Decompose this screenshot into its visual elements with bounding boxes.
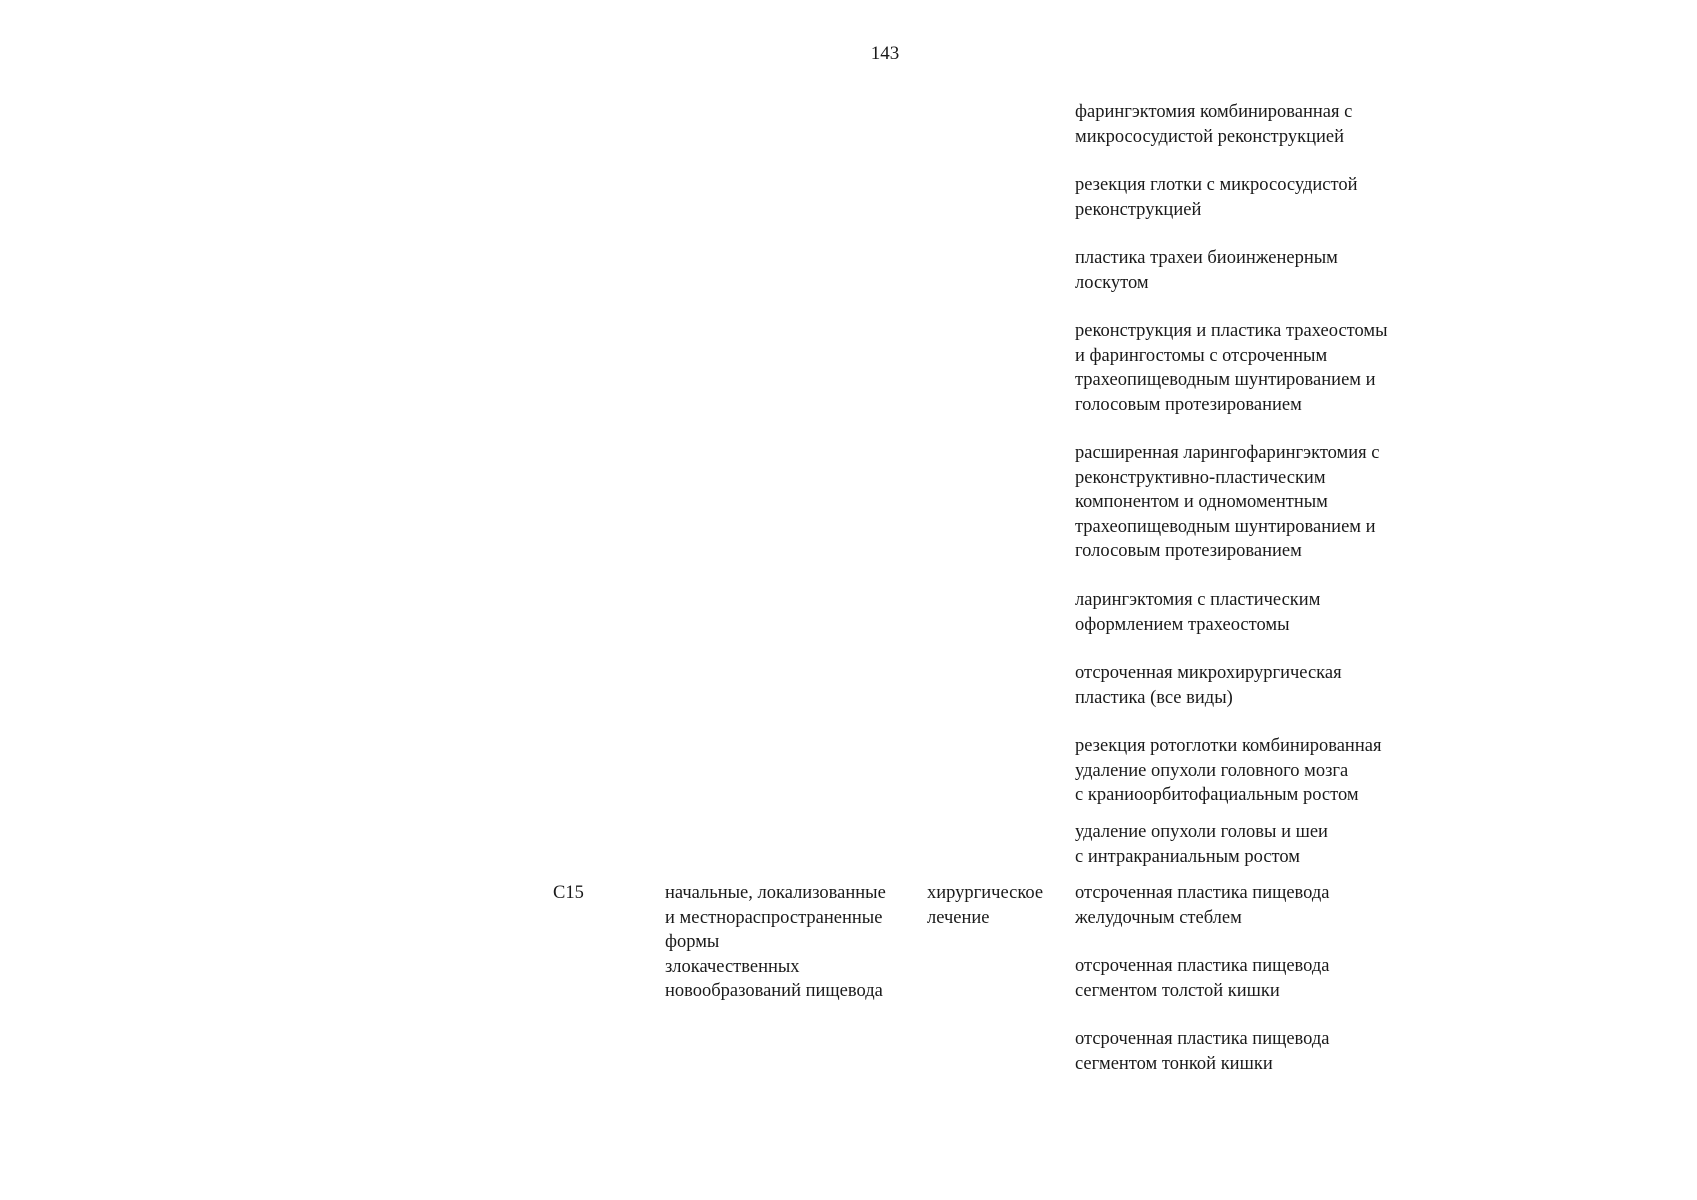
procedure-item: ларингэктомия с пластическим оформлением трахеостомы [1075, 590, 1321, 635]
procedure-item: отсроченная пластика пищевода сегментом тонкой кишки [1075, 1029, 1330, 1074]
row-diagnosis: начальные, локализованные и местнораспространенные формы злокачественных новообразований пищевода [665, 883, 886, 1001]
row-code: C15 [553, 883, 584, 903]
procedure-item: удаление опухоли головы и шеи с интракраниальным ростом [1075, 822, 1328, 867]
page-number: 143 [870, 43, 900, 64]
procedure-item: расширенная ларингофарингэктомия с реконструктивно-пластическим компонентом и одномоментным трахеопищеводным шунтированием и голосовым протезированием [1075, 443, 1380, 561]
procedure-item: реконструкция и пластика трахеостомы и фарингостомы с отсроченным трахеопищеводным шунтированием и голосовым протезированием [1075, 321, 1388, 415]
row-treatment: хирургическое лечение [927, 883, 1044, 928]
procedure-item: отсроченная пластика пищевода желудочным стеблем [1075, 883, 1330, 928]
procedure-item: резекция глотки с микрососудистой реконструкцией [1075, 175, 1358, 220]
procedure-item: фарингэктомия комбинированная с микрососудистой реконструкцией [1075, 102, 1353, 147]
procedure-item: отсроченная микрохирургическая пластика (все виды) [1075, 663, 1342, 708]
procedure-item: отсроченная пластика пищевода сегментом толстой кишки [1075, 956, 1330, 1001]
procedure-item: пластика трахеи биоинженерным лоскутом [1075, 248, 1338, 293]
procedure-item: резекция ротоглотки комбинированная удаление опухоли головного мозга с краниоорбитофациальным ростом [1075, 736, 1382, 805]
